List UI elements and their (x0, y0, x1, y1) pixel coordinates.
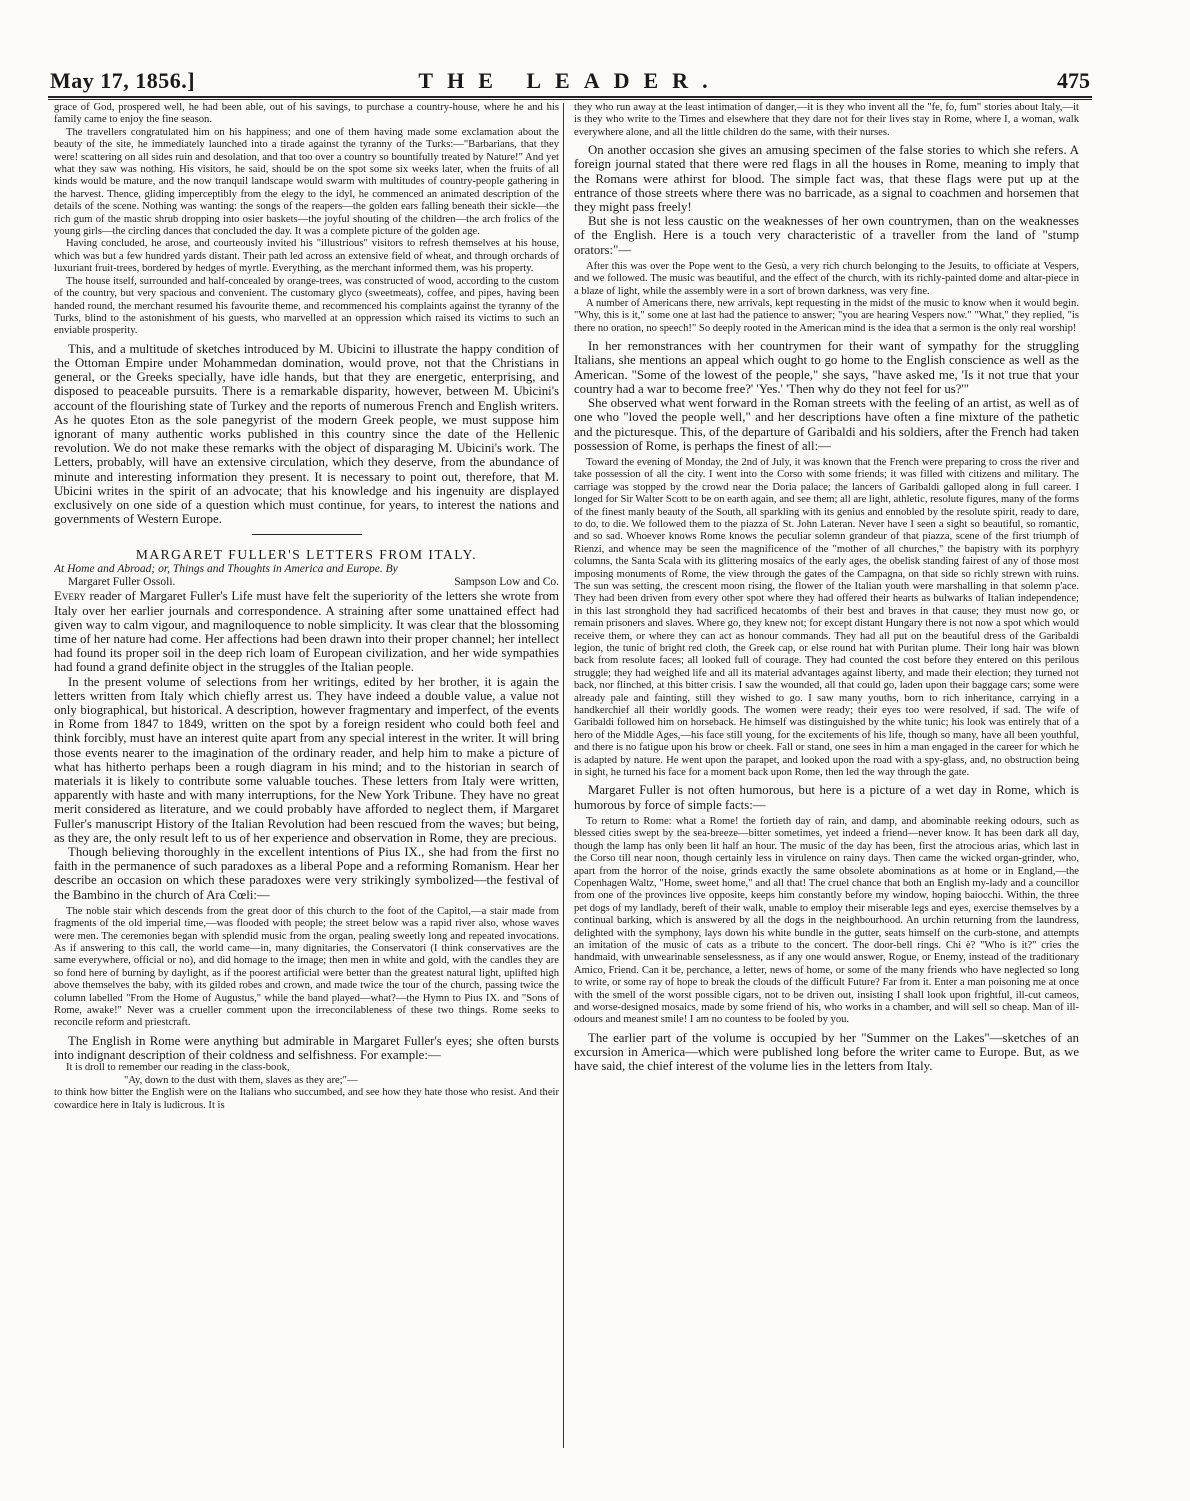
paragraph-remonstrances: In her remonstrances with her countrymen for their want of sympathy for the struggling Italians, she mentions an appeal which ought to go home to the English conscience as well as the American. "Some of the lowest of the people," she says, "have asked me, 'Is it not true that your country had a war to become free?' 'Yes.' 'Then why do they not feel for us?'" (574, 339, 1079, 396)
paragraph-final: The earlier part of the volume is occupied by her "Summer on the Lakes"—sketches of an excursion in America—which were published long before the writer came to Europe. But, as we have said, the chief interest of the volume lies in the letters from Italy. (574, 1030, 1079, 1074)
quote-run-away: they who run away at the least intimation of danger,—it is they who invent all the "fe, fo, fum" stories about Italy,—it is they who write to the Times and elsewhere that they dare not for their lives stay in Rome, where I, a woman, walk everywhere alone, and all the little children do the same, with their nurses. (574, 102, 1079, 138)
ubicini-quote-1: grace of God, prospered well, he had been able, out of his savings, to purchase a country-house, where he and his family came to enjoy the fine season. (54, 102, 559, 126)
quote-wet-day: To return to Rome: what a Rome! the fortieth day of rain, and damp, and abominable reeking odours, such as blessed cities swept by the sea-breeze—bitter sometimes, yet indeed a friend—never know. It has been dark all day, though the lamp has only been lit half an hour. The music of the day has been, first the atrocious arias, which last in the Corso till near noon, though certainly less in virulence on rainy days. Then came the wicked organ-grinder, who, apart from the horror of the noise, grinds exactly the same obsolete abominations as at home or in England,—the Copenhagen Waltz, "Home, sweet home," and all that! The cruel chance that both an English my-lady and a councillor from one of the provinces live opposite, keeps him constantly before my window, hoping baiocchi. Within, the three pet dogs of my landlady, bereft of their walk, unable to employ their miserable legs and eyes, exercise themselves by a continual barking, which is answered by all the dogs in the neighbourhood. An urchin returning from the laundress, delighted with the symphony, lays down his white bundle in the gutter, seats himself on the curb-stone, and attempts an imitation of the music of cats as a tribute to the concert. The door-bell rings. Chi è? "Who is it?" cries the handmaid, with unwearinable senselessness, as if any one would answer, Rogue, or Enemy, instead of the traditionary Amico, Friend. Can it be, perchance, a letter, news of home, or some of the many friends who have neglected so long to write, or some ray of hope to break the clouds of the difficult Future? Far from it. Enter a man poisoning me at once with the smell of the worst possible cigars, not to be driven out, insisting I shall look upon frightful, ill-cut cameos, and worse-designed mosaics, made by some friend of his, who works in a chamber, and will sell so cheap. Man of ill-odours and meanest smile! I am no countess to be fooled by you. (574, 815, 1079, 1026)
page-number: 475 (1057, 68, 1090, 93)
column-divider (563, 103, 564, 1448)
ubicini-quote-4: The house itself, surrounded and half-concealed by orange-trees, was constructed of wood, according to the custom of the country, but very spacious and convenient. The customary glyco (sweetmeats), coffee, and pipes, having been handed round, the merchant resumed his favourite theme, and recommenced his complaints against the tyranny of the Turks, blind to the astonishment of his guests, who marvelled at an oppression which raised its victims to such an enviable prosperity. (54, 275, 559, 337)
ubicini-quote-2: The travellers congratulated him on his happiness; and one of them having made some exclamation about the beauty of the site, he immediately launched into a tirade against the tyranny of the Turks:—"Barbarians, that they were! scattering on all sides ruin and desolation, and that too over a country so bountifully treated by Nature!" And yet what they saw was nothing. His visitors, he said, should be on the spot some six weeks later, when the fruits of all kinds would be mature, and the now tranquil landscape would swarm with multitudes of country-people gathering in the harvest. Thence, gliding imperceptibly from the elegy to the idyl, he commenced an animated description of the details of the scene. Nothing was wanting: the songs of the reapers—the golden ears falling beneath their sickle—the rich gum of the mastic shrub dropping into osier baskets—the joyful shouting of the children—the arch frolics of the young girls—the circling dances that concluded the day. It was a complete picture of the golden age. (54, 126, 559, 238)
quote-hate: to think how bitter the English were on the Italians who succumbed, and see how they hate those who resist. And their cowardice here in Italy is ludicrous. It is (54, 1087, 559, 1111)
quote-americans: A number of Americans there, new arrivals, kept requesting in the midst of the music to know when it would begin. "Why, this is it," some one at last had the patience to answer; "you are hearing Vespers now." "What," they replied, "is there no oration, no speech!" So deeply rooted in the American mind is the idea that a sermon is the only real worship! (574, 298, 1079, 334)
left-column (54, 102, 559, 1452)
ubicini-quote-3: Having concluded, he arose, and courteously invited his "illustrious" visitors to refresh themselves at his house, which was but a few hundred yards distant. Their path led across an extensive field of wheat, and through orchards of luxuriant fruit-trees, bordered by hedges of myrtle. Everything, as the merchant informed them, was his property. (54, 238, 559, 275)
paragraph-english: The English in Rome were anything but admirable in Margaret Fuller's eyes; she often bursts into indignant description of their coldness and selfishness. For example:— (54, 1033, 559, 1063)
quote-garibaldi: Toward the evening of Monday, the 2nd of July, it was known that the French were preparing to cross the river and take possession of all the city. I went into the Corso with some friends; it was filled with citizens and military. The carriage was stopped by the crowd near the Doria palace; the lancers of Garibaldi galloped along in full career. I longed for Sir Walter Scott to be on earth again, and see them; all are light, athletic, resolute figures, many of the forms of the finest manly beauty of the South, all sparkling with its genius and ennobled by the resolute spirit, ready to dare, to do, to die. We followed them to the piazza of St. John Lateran. Never have I seen a sight so beautiful, so romantic, and so sad. Whoever knows Rome knows the peculiar solemn grandeur of that piazza, scene of the first triumph of Rienzi, and whence may be seen the magnificence of the "mother of all churches," the bapistry with its porphyry columns, the Santa Scala with its glittering mosaics of the early ages, the obelisk standing fairest of any of those most imposing monuments of Rome, the view through the gates of the Campagna, on that side so richly strewn with ruins. The sun was setting, the crescent moon rising, the flower of the Italian youth were marshalling in that solemn p'ace. They had been driven from every other spot where they had offered their hearts as bulwarks of Italian independence; in this last stronghold they had sacrificed hecatombs of their best and braves in that cause; they must now go, or remain prisoners and slaves. Where go, they knew not; for except distant Hungary there is not now a spot which would receive them, or where they can act as honour commands. They had all put on the beautiful dress of the Garibaldi legion, the tunic of bright red cloth, the Greek cap, or else round hat with Puritan plume. Their long hair was blown back from resolute faces; all looked full of courage. They had counted the cost before they entered on this perilous struggle; they had weighed life and all its material advantages against liberty, and made their election; they turned not back, nor flinched, at this bitter crisis. I saw the wounded, all that could go, laden upon their baggage cars; some were already pale and fainting, still they wished to go. I saw many youths, born to rich inheritance, carrying in a handkerchief all their worldly goods. The women were ready; their eyes too were resolved, if sad. The wife of Garibaldi followed him on horseback. He himself was distinguished by the white tunic; his look was entirely that of a hero of the Middle Ages,—his face still young, for the excitements of his life, though so many, have all been youthful, and there is no fatigue upon his brow or cheek. Fall or stand, one sees in him a man engaged in the career for which he is adapted by nature. He went upon the parapet, and looked upon the road with a spy-glass, and, no obstruction being in sight, he turned his face for a moment back upon Rome, then led the way through the gate. (574, 456, 1079, 779)
review-title: MARGARET FULLER'S LETTERS FROM ITALY. (135, 547, 478, 563)
quote-bambino: The noble stair which descends from the great door of this church to the foot of the Capitol,—a stair made from fragments of the old imperial time,—was flooded with people; the street below was a rapid river also, whose waves were men. The ceremonies began with splendid music from the organ, pealing sweetly long and repeated invocations. As if answering to this call, the world came—in, many dignitaries, the Conservatori (I think conservatives are the same everywhere, official or no), and did homage to the image; then men in white and gold, with the candles they are so fond here of burning by daylight, as if the poorest artificial were better than the greatest natural light, uplifted high above themselves the baby, with its gilded robes and crown, and made twice the tour of the church, passing twice the column labelled "From the Home of Augustus," while the band played—what?—the Hymn to Pius IX. and "Sons of Rome, awake!" Never was a crueller comment upon the irreconcilableness of these two things. Rome seeks to reconcile reform and priestcraft. (54, 905, 559, 1029)
masthead: THE LEADER. (418, 68, 722, 93)
issue-date: May 17, 1856.] (50, 68, 196, 93)
paragraph-red-flags: On another occasion she gives an amusing specimen of the false stories to which she refers. A foreign journal stated that there were red flags in all the houses in Rome, meaning to imply that the Romans were athirst for blood. The simple fact was, that these flags were put up at the entrance of those streets where there was no barricade, as a signal to coachmen and horsemen that they might pass freely! (574, 143, 1079, 215)
page-header (50, 68, 1090, 98)
review-paragraph-1-text: reader of Margaret Fuller's Life must have felt the superiority of the letters she wrote from Italy over her earlier journals and correspondence. A straining after some unattained effect had given way to calm vigour, and magniloquence to noble simplicity. It was clear that the blossoming time of her nature had come. Her affections had been drawn into their proper channel; her intellect had found its proper soil in the deep rich loam of European civilization, and her wide sympathies had found a grand definite object in the struggles of the Italian people. (54, 589, 559, 675)
review-subtitle: At Home and Abroad; or, Things and Thoughts in America and Europe. By (54, 563, 398, 576)
review-paragraph-1 (54, 589, 559, 674)
ubicini-commentary: This, and a multitude of sketches introduced by M. Ubicini to illustrate the happy condition of the Ottoman Empire under Mohammedan domination, would prove, not that the Christians in general, or the Greeks specially, have idle hands, but that they are energetic, enterprising, and disposed to peaceable pursuits. There is a remarkable disparity, however, between M. Ubicini's account of the flourishing state of Turkey and the reports of numerous French and English writers. As he quotes Eton as the sole panegyrist of the modern Greek people, we must suppose him ignorant of many authentic works published in this country since the date of the Hellenic revolution. We do not make these remarks with the object of disparaging M. Ubicini's work. The Letters, probably, will have an extensive circulation, which they deserve, from the abundance of minute and interesting information they present. It is necessary to point out, therefore, that M. Ubicini writes in the spirit of an advocate; that his knowledge and his ingenuity are displayed exclusively on one side of a question which must continue, for years, to interest the nations and governments of Western Europe. (54, 341, 559, 527)
paragraph-observed: She observed what went forward in the Roman streets with the feeling of an artist, as well as of one who "loved the people well," and her descriptions have often a fine mixture of the pathetic and the picturesque. This, of the departure of Garibaldi and his soldiers, after the French had taken possession of Rome, is perhaps the finest of all:— (574, 396, 1079, 453)
quote-gesu: After this was over the Pope went to the Gesù, a very rich church belonging to the Jesuits, to officiate at Vespers, and we followed. The music was beautiful, and the effect of the church, with its richly-painted dome and altar-piece in a blaze of light, while the assembly were in a sort of brown darkness, was very fine. (574, 260, 1079, 297)
review-publisher: Sampson Low and Co. (454, 576, 559, 589)
quote-droll: It is droll to remember our reading in the class-book, (66, 1062, 290, 1074)
right-column (574, 102, 1079, 1452)
quote-verse: "Ay, down to the dust with them, slaves as they are;"— (124, 1074, 358, 1086)
review-byline (54, 576, 559, 589)
section-rule (252, 534, 362, 535)
paragraph-humorous: Margaret Fuller is not often humorous, but here is a picture of a wet day in Rome, which is humorous by force of simple facts:— (574, 783, 1079, 812)
review-lead-word: Every (54, 589, 86, 604)
review-paragraph-2: In the present volume of selections from her writings, edited by her brother, it is again the letters written from Italy which chiefly arrest us. They have indeed a double value, a value not only biographical, but historical. A description, however fragmentary and imperfect, of the events in Rome from 1847 to 1849, written on the spot by a foreign resident who could both feel and think forcibly, must have an interest quite apart from any special interest in the writer. It will bring those events nearer to the imagination of the ordinary reader, and help him to make a picture of what has hitherto perhaps been a rough diagram in his mind; and to the historian in search of materials it is likely to contribute some valuable touches. These letters from Italy were written, apparently with haste and with many interruptions, for the New York Tribune. They have no great merit considered as literature, and we could probably have afforded to neglect them, if Margaret Fuller's manuscript History of the Italian Revolution had been rescued from the waves; but being, as they are, the only result left to us of her experience and observation in Rome, they are precious. (54, 674, 559, 845)
review-author: Margaret Fuller Ossoli. (68, 576, 176, 589)
header-rule-thin (48, 99, 1092, 100)
paragraph-caustic: But she is not less caustic on the weaknesses of her own countrymen, than on the weaknesses of the English. Here is a touch very characteristic of a traveller from the land of "stump orators:"— (574, 214, 1079, 257)
review-paragraph-3: Though believing thoroughly in the excellent intentions of Pius IX., she had from the first no faith in the permanence of such paradoxes as a liberal Pope and a reforming Romanism. Hear her describe an occasion on which these paradoxes were very strikingly symbolized—the festival of the Bambino in the church of Ara Cœli:— (54, 845, 559, 902)
header-rule (48, 96, 1092, 98)
